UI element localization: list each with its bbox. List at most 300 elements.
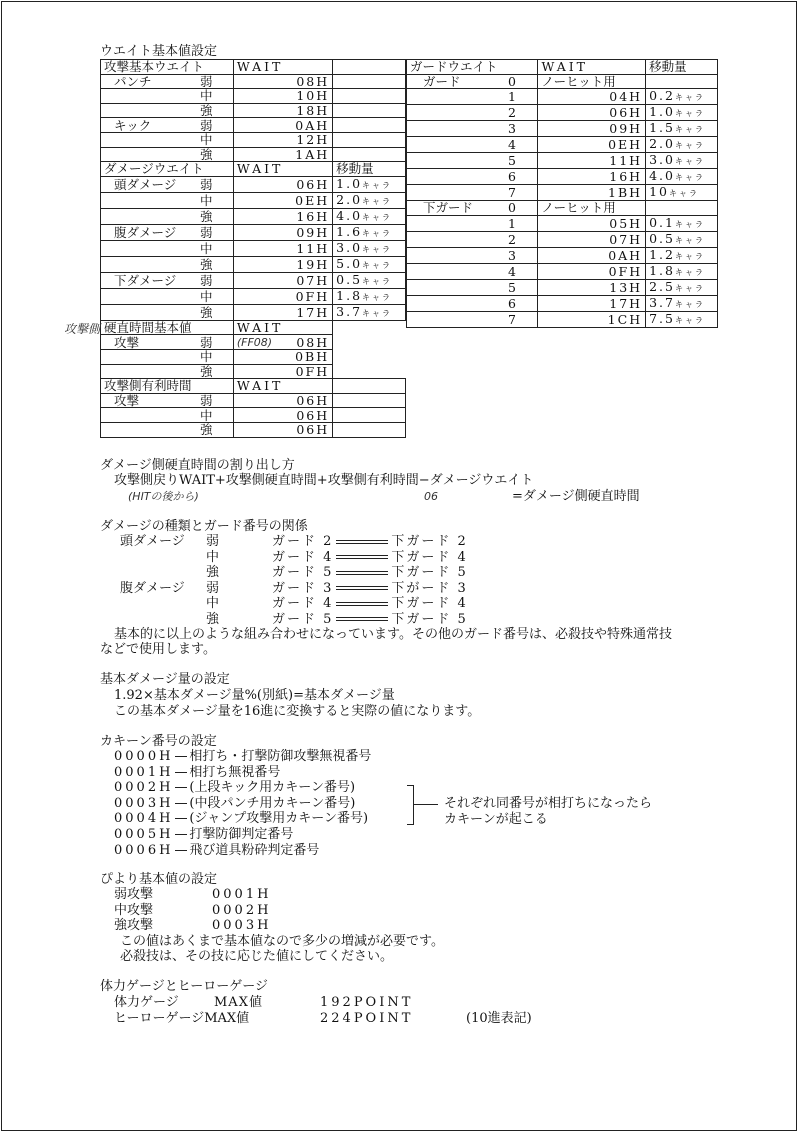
margin-note: 攻撃側: [64, 322, 101, 336]
move-unit: キャラ: [362, 308, 393, 318]
table-row: [101, 349, 406, 364]
table-row: [407, 311, 718, 327]
wait-value: 06H: [233, 393, 332, 408]
piyo-label: 中攻撃: [114, 902, 154, 918]
table-row: [407, 60, 718, 75]
guard-number: 0: [486, 201, 538, 216]
damage-level: 強: [206, 565, 220, 580]
row-level-label: 中: [200, 407, 213, 423]
move-unit: キャラ: [674, 315, 705, 325]
wait-value: 18H: [233, 103, 332, 118]
wait-value: 07H: [233, 272, 332, 288]
damage-level: 弱: [206, 580, 220, 596]
kakin-code: 0006H: [114, 842, 174, 858]
low-guard-label: 下ガード 4: [391, 596, 468, 611]
move-unit: キャラ: [674, 251, 705, 261]
table-row: [407, 263, 718, 279]
dash-connector: [175, 834, 187, 835]
piyo-value: 0001H: [212, 887, 272, 902]
table-row: [101, 192, 406, 208]
wait-value: 1AH: [233, 147, 332, 162]
gauge-hp-label: 体力ゲージ: [114, 995, 179, 1010]
move-cell: [646, 311, 718, 327]
move-cell: [646, 279, 718, 295]
guard-relation-note-2: などで使用します。: [100, 642, 216, 657]
section-header: 硬直時間基本値: [101, 320, 234, 335]
row-label-cell: [101, 364, 234, 379]
row-level-label: 強: [200, 146, 213, 162]
table-row: [101, 103, 406, 118]
table-row: [101, 132, 406, 147]
move-cell: [646, 169, 718, 185]
row-level-label: 中: [200, 192, 213, 208]
wait-value: 0FH: [233, 288, 332, 304]
guard-number: 4: [486, 263, 538, 279]
row-label-cell: [101, 408, 234, 423]
table-row: [101, 379, 406, 394]
row-level-label: 強: [200, 256, 213, 272]
wait-value: 1CH: [538, 311, 646, 327]
wait-value: 08H: [233, 74, 332, 89]
move-value: 2.5: [649, 278, 675, 294]
move-cell: [646, 215, 718, 231]
table-row: [101, 422, 406, 437]
wait-value: 19H: [233, 256, 332, 272]
move-value: 3.7: [336, 303, 363, 319]
table-row: [101, 256, 406, 272]
move-value: 5.0: [336, 255, 363, 271]
wait-value: [233, 364, 332, 379]
guard-name: [407, 105, 487, 121]
low-guard-label: 下ガード 5: [391, 611, 468, 627]
guard-number: 6: [486, 169, 538, 185]
empty-cell: [333, 147, 406, 162]
wait-value: 09H: [233, 224, 332, 240]
move-cell: [333, 224, 406, 240]
table-row: [101, 408, 406, 423]
guard-number: 1: [486, 89, 538, 105]
wait-header: WAIT: [233, 60, 332, 75]
row-label-cell: [101, 192, 234, 208]
wait-text: 08H: [296, 334, 330, 350]
table-row: [407, 89, 718, 105]
move-value: 2.0: [649, 136, 675, 152]
table-row: [101, 288, 406, 304]
kakin-row: [114, 843, 319, 858]
wait-value: 05H: [538, 215, 646, 231]
wait-text: 0FH: [295, 363, 330, 379]
guard-label: ガード 5: [272, 611, 334, 627]
guard-name: [407, 137, 487, 153]
kakin-code: 0002H: [114, 780, 174, 796]
row-label-cell: [101, 272, 234, 288]
row-level-label: 強: [200, 103, 213, 119]
double-line-connector: [336, 555, 388, 559]
move-cell: [646, 247, 718, 263]
row-group-label: 攻撃: [114, 334, 140, 350]
table-row: [101, 393, 406, 408]
move-value: 4.0: [336, 207, 363, 223]
low-guard-label: 下ガード 4: [391, 549, 468, 565]
table-row: [407, 137, 718, 153]
move-cell: [333, 304, 406, 320]
move-cell: [646, 74, 718, 89]
wait-value: 12H: [233, 132, 332, 147]
row-label-cell: [101, 304, 234, 320]
wait-value: 07H: [538, 231, 646, 247]
move-value: 1.6: [336, 223, 363, 239]
row-level-label: 弱: [200, 117, 213, 133]
guard-name: [407, 311, 487, 327]
kakin-code: 0000H: [114, 749, 174, 764]
guard-name: ガード: [407, 74, 487, 89]
move-cell: [333, 176, 406, 192]
move-cell: [646, 185, 718, 201]
guard-relation-row: [120, 550, 468, 565]
wait-value: 0AH: [538, 247, 646, 263]
row-level-label: 弱: [200, 224, 213, 240]
empty-cell: [333, 349, 406, 364]
move-unit: キャラ: [674, 125, 705, 135]
gauge-hero-value: 224POINT: [320, 1011, 414, 1026]
move-cell: [333, 192, 406, 208]
empty-cell: [333, 60, 406, 75]
kakin-description: 相打ち無視番号: [189, 764, 281, 780]
wait-value: 17H: [538, 295, 646, 311]
empty-cell: [333, 103, 406, 118]
wait-value: 0EH: [233, 192, 332, 208]
piyo-row: [114, 918, 271, 933]
gauge-note: (10進表記): [466, 1011, 532, 1026]
move-cell: [646, 201, 718, 216]
table-row: [407, 185, 718, 201]
row-label-cell: [101, 132, 234, 147]
guard-relation-note-1: 基本的に以上のような組み合わせになっています。その他のガード番号は、必殺技や特殊通常技: [114, 627, 672, 642]
kakin-row: [114, 780, 355, 795]
piyo-value: 0003H: [212, 918, 272, 933]
calc-result: =ダメージ側硬直時間: [512, 489, 640, 504]
move-value: 3.0: [336, 239, 363, 255]
move-unit: キャラ: [674, 283, 705, 293]
move-value: 1.5: [649, 120, 675, 136]
wait-value: 16H: [538, 169, 646, 185]
move-cell: [646, 121, 718, 137]
row-label-cell: [101, 224, 234, 240]
piyo-label: 強攻撃: [114, 918, 154, 933]
row-label-cell: [101, 288, 234, 304]
move-value: 1.0: [649, 104, 675, 120]
move-cell: [646, 137, 718, 153]
row-label-cell: [101, 74, 234, 89]
empty-cell: [333, 118, 406, 133]
guard-number: 2: [486, 105, 538, 121]
guard-label: ガード 4: [272, 549, 334, 565]
guard-relation-row: [120, 534, 468, 549]
move-value: 0.5: [336, 271, 363, 287]
damage-level: 中: [206, 549, 220, 565]
move-cell: [646, 295, 718, 311]
calc-hand-number: 06: [424, 490, 438, 503]
wait-value: 11H: [538, 153, 646, 169]
move-value: 3.0: [649, 152, 675, 168]
move-unit: キャラ: [674, 109, 705, 119]
row-level-label: 中: [200, 349, 213, 365]
move-cell: [646, 89, 718, 105]
damage-level: 中: [206, 596, 220, 611]
guard-name: [407, 247, 487, 263]
move-value: 7.5: [649, 310, 675, 326]
double-line-connector: [336, 571, 388, 575]
row-label-cell: [101, 422, 234, 437]
row-level-label: 強: [200, 304, 213, 320]
empty-cell: [333, 335, 406, 350]
move-unit: キャラ: [674, 173, 705, 183]
guard-name: [407, 295, 487, 311]
kakin-side-note-1: それぞれ同番号が相打ちになったら: [444, 796, 653, 811]
kakin-row: [114, 765, 280, 780]
move-unit: キャラ: [674, 93, 705, 103]
section-header: ダメージウエイト: [101, 162, 234, 177]
move-value: 2.0: [336, 191, 363, 207]
move-unit: キャラ: [674, 219, 705, 229]
piyo-title: ぴより基本値の設定: [100, 872, 218, 887]
guard-number: 7: [486, 185, 538, 201]
kakin-brace-line: [414, 804, 438, 805]
table-row: [101, 224, 406, 240]
wait-header: WAIT: [233, 320, 332, 335]
guard-number: 5: [486, 153, 538, 169]
guard-name: [407, 215, 487, 231]
dash-connector: [175, 756, 187, 757]
guard-name: 下ガード: [407, 201, 487, 216]
guard-wait-table: [406, 59, 718, 328]
row-label-cell: [101, 147, 234, 162]
move-unit: キャラ: [674, 267, 705, 277]
dash-connector: [175, 772, 187, 773]
wait-value: [233, 349, 332, 364]
empty-cell: [333, 89, 406, 104]
row-label-cell: [101, 89, 234, 104]
guard-number: 6: [486, 295, 538, 311]
guard-relation-row: [120, 581, 468, 596]
table-row: [101, 320, 406, 335]
empty-cell: [333, 393, 406, 408]
low-guard-label: 下ガード 5: [391, 565, 468, 580]
table-row: [407, 247, 718, 263]
move-unit: キャラ: [674, 235, 705, 245]
wait-header: WAIT: [538, 60, 646, 75]
move-value: 0.2: [649, 88, 675, 104]
wait-value: 16H: [233, 208, 332, 224]
empty-cell: [333, 408, 406, 423]
row-level-label: 中: [200, 132, 213, 148]
wait-value: 13H: [538, 279, 646, 295]
empty-cell: [333, 320, 406, 335]
kakin-description: 相打ち・打撃防御攻撃無視番号: [189, 749, 372, 764]
move-cell: [333, 272, 406, 288]
table-row: [101, 240, 406, 256]
empty-cell: [333, 422, 406, 437]
move-value: 1.8: [336, 287, 363, 303]
guard-label: ガード 2: [272, 534, 334, 549]
damage-note: この基本ダメージ量を16進に変換すると実際の値になります。: [114, 704, 481, 719]
move-header: 移動量: [646, 60, 718, 75]
move-unit: キャラ: [362, 244, 393, 254]
damage-type: 腹ダメージ: [120, 580, 185, 596]
row-level-label: 中: [200, 88, 213, 104]
table-row: [101, 60, 406, 75]
double-line-connector: [336, 617, 388, 621]
row-level-label: 中: [200, 240, 213, 256]
hand-note: (FF08): [236, 335, 273, 349]
wait-value: ノーヒット用: [538, 201, 646, 216]
kakin-side-note-2: カキーンが起こる: [444, 812, 548, 827]
calc-formula: 攻撃側戻りWAIT+攻撃側硬直時間+攻撃側有利時間−ダメージウエイト: [114, 473, 534, 488]
guard-number: 2: [486, 231, 538, 247]
row-group-label: 攻撃: [114, 393, 140, 409]
table-row: [101, 335, 406, 350]
piyo-note-1: この値はあくまで基本値なので多少の増減が必要です。: [120, 934, 444, 949]
wait-header: WAIT: [233, 162, 332, 177]
guard-name: [407, 279, 487, 295]
row-level-label: 強: [200, 363, 213, 379]
guard-name: [407, 263, 487, 279]
row-label-cell: [101, 240, 234, 256]
table-row: [101, 162, 406, 177]
double-line-connector: [336, 602, 388, 606]
kakin-description: 飛び道具粉砕判定番号: [189, 842, 320, 858]
table-row: [101, 118, 406, 133]
calc-title: ダメージ側硬直時間の割り出し方: [100, 458, 295, 473]
table-row: [101, 304, 406, 320]
row-level-label: 弱: [200, 176, 213, 192]
kakin-brace: [407, 785, 414, 825]
empty-cell: [333, 74, 406, 89]
guard-number: 5: [486, 279, 538, 295]
low-guard-label: 下がード 3: [391, 580, 468, 596]
guard-relation-title: ダメージの種類とガード番号の関係: [100, 519, 308, 534]
move-value: 1.0: [336, 175, 363, 191]
move-value: 1.2: [649, 246, 675, 262]
kakin-row: [114, 827, 293, 842]
guard-name: [407, 231, 487, 247]
kakin-code: 0004H: [114, 811, 174, 827]
damage-title: 基本ダメージ量の設定: [100, 672, 230, 687]
table-row: [101, 208, 406, 224]
wait-value: 06H: [233, 176, 332, 192]
move-unit: キャラ: [362, 228, 393, 238]
move-value: 4.0: [649, 168, 675, 184]
move-unit: キャラ: [362, 180, 393, 190]
section-header: 攻撃側有利時間: [101, 379, 234, 394]
guard-name: [407, 89, 487, 105]
row-label-cell: [101, 393, 234, 408]
move-unit: キャラ: [362, 260, 393, 270]
piyo-row: [114, 903, 271, 918]
table-row: [407, 121, 718, 137]
row-level-label: 強: [200, 208, 213, 224]
guard-label: ガード 3: [272, 580, 334, 596]
row-label-cell: [101, 208, 234, 224]
row-group-label: 下ダメージ: [114, 272, 177, 288]
damage-level: 弱: [206, 534, 220, 549]
wait-value: ノーヒット用: [538, 74, 646, 89]
move-value: 3.7: [649, 294, 675, 310]
move-unit: キャラ: [674, 141, 705, 151]
guard-number: 1: [486, 215, 538, 231]
damage-type: 頭ダメージ: [120, 534, 185, 549]
table-row: [407, 295, 718, 311]
guard-number: 7: [486, 311, 538, 327]
row-group-label: キック: [114, 117, 152, 133]
guard-relation-row: [120, 565, 468, 580]
kakin-description: (中段パンチ用カキーン番号): [189, 795, 356, 811]
move-value: 0.5: [649, 230, 675, 246]
piyo-row: [114, 887, 271, 902]
row-level-label: 弱: [200, 393, 213, 409]
damage-level: 強: [206, 611, 220, 627]
kakin-code: 0005H: [114, 827, 174, 842]
double-line-connector: [336, 586, 388, 590]
move-unit: キャラ: [362, 196, 393, 206]
kakin-row: [114, 796, 355, 811]
gauge-hero-label: ヒーローゲージMAX値: [114, 1011, 250, 1026]
guard-number: 3: [486, 247, 538, 263]
wait-value: 06H: [233, 408, 332, 423]
move-cell: [646, 263, 718, 279]
table-row: [407, 153, 718, 169]
table-row: [407, 74, 718, 89]
kakin-code: 0003H: [114, 795, 174, 811]
wait-value: 17H: [233, 304, 332, 320]
dash-connector: [175, 803, 187, 804]
piyo-label: 弱攻撃: [114, 887, 154, 902]
empty-cell: [333, 364, 406, 379]
move-header: 移動量: [333, 162, 406, 177]
kakin-row: [114, 811, 368, 826]
wait-header: WAIT: [233, 379, 332, 394]
wait-value: 09H: [538, 121, 646, 137]
gauge-title: 体力ゲージとヒーローゲージ: [100, 979, 268, 994]
row-label-cell: [101, 349, 234, 364]
table-row: [101, 74, 406, 89]
row-group-label: パンチ: [114, 73, 152, 89]
table-row: [407, 279, 718, 295]
move-cell: [646, 105, 718, 121]
wait-value: 06H: [233, 422, 332, 437]
row-label-cell: [101, 176, 234, 192]
wait-value: 1BH: [538, 185, 646, 201]
page-title: ウエイト基本値設定: [100, 44, 218, 59]
row-label-cell: [101, 335, 234, 350]
damage-formula: 1.92×基本ダメージ量%(別紙)=基本ダメージ量: [114, 688, 395, 703]
table-row: [101, 364, 406, 379]
move-unit: キャラ: [362, 212, 393, 222]
wait-value: 10H: [233, 89, 332, 104]
table-row: [101, 272, 406, 288]
move-value: 0.1: [649, 214, 675, 230]
double-line-connector: [336, 540, 388, 544]
move-unit: キャラ: [362, 292, 393, 302]
wait-value: 0EH: [538, 137, 646, 153]
guard-label: ガード 4: [272, 596, 334, 611]
move-cell: [333, 288, 406, 304]
wait-value: 0FH: [538, 263, 646, 279]
piyo-value: 0002H: [212, 902, 272, 918]
move-unit: キャラ: [674, 157, 705, 167]
move-cell: [333, 256, 406, 272]
move-value: 1.8: [649, 262, 675, 278]
